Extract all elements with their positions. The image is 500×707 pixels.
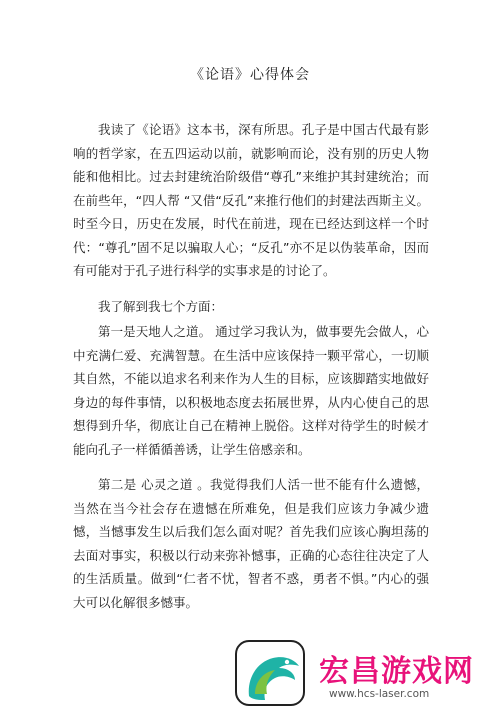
paragraph-overview: 我了解到我七个方面： xyxy=(98,298,224,314)
paragraph-intro: 我读了《论语》这本书，深有所思。孔子是中国古代最有影响的哲学家，在五四运动以前，就影响而论，没有别的历史人物能和他相比。过去封建统治阶级借“尊孔”来维护其封建统治；而在前些年，“四人帮 “又借“反孔”来推行他们的封建法西斯主义。时至今日，历史在发展，时代在前进，现在已经达到这样一个时代：“尊孔”固不足以骗取人心；“反孔”亦不足以伪装革命，因而有可能对于孔子进行科学的实事求是的讨论了。 xyxy=(73,122,429,278)
site-watermark xyxy=(233,632,500,707)
document-title: 《论语》心得体会 xyxy=(190,67,310,83)
watermark-site-url: www.hcs-laser.com xyxy=(329,688,430,700)
document-body xyxy=(73,118,429,618)
paragraph-first-aspect: 第一是天地人之道。 通过学习我认为，做事要先会做人，心中充满仁爱、充满智慧。在生活中应该保持一颗平常心，一切顺其自然，不能以追求名利来作为人生的目标，应该脚踏实地做好身边的每件事情，以积极地态度去拓展世界，从内心使自己的思想得到升华，彻底让自己在精神上脱俗。这样对待学生的时候才能向孔子一样循循善诱，让学生倍感亲和。 xyxy=(73,324,429,457)
watermark-site-name: 宏昌游戏网 xyxy=(319,654,474,689)
dragon-logo-icon xyxy=(243,644,305,704)
paragraph-second-aspect: 第二是 心灵之道 。我觉得我们人活一世不能有什么遗憾，当然在当今社会存在遗憾在所难免，但是我们应该力争减少遗憾，当憾事发生以后我们怎么面对呢？首先我们应该心胸坦荡的去面对事实，积极以行动来弥补憾事，正确的心态往往决定了人的生活质量。做到“仁者不忧，智者不惑，勇者不惧。”内心的强大可以化解很多憾事。 xyxy=(73,477,429,610)
